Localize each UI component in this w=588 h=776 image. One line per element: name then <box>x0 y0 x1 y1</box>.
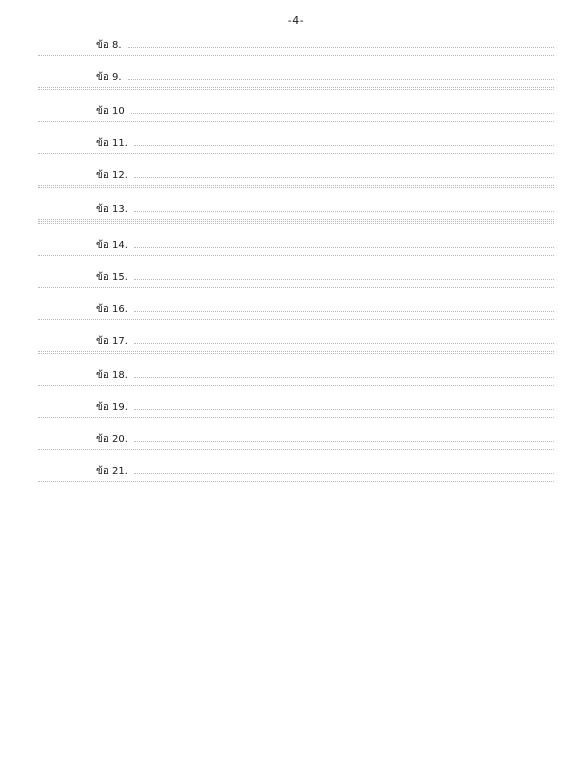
clause-label: ข้อ 14. <box>96 240 128 251</box>
clause-12 <box>38 167 554 188</box>
text-placeholder <box>134 278 554 280</box>
text-placeholder <box>38 384 554 386</box>
clause-list <box>38 37 554 482</box>
text-placeholder <box>134 342 554 344</box>
clause-label: ข้อ 20. <box>96 434 128 445</box>
page-number: -4- <box>287 14 305 27</box>
clause-label: ข้อ 18. <box>96 370 128 381</box>
text-placeholder <box>38 448 554 450</box>
clause-18 <box>38 367 554 386</box>
clause-13 <box>38 201 554 224</box>
clause-label: ข้อ 16. <box>96 304 128 315</box>
clause-20 <box>38 431 554 450</box>
text-placeholder <box>134 144 554 146</box>
text-placeholder <box>134 408 554 410</box>
clause-17 <box>38 333 554 354</box>
text-placeholder <box>134 176 554 178</box>
text-placeholder <box>38 222 554 224</box>
clause-8 <box>38 37 554 56</box>
clause-label: ข้อ 13. <box>96 204 128 215</box>
text-placeholder <box>128 46 554 48</box>
clause-label: ข้อ 10 <box>96 106 125 117</box>
text-placeholder <box>38 152 554 154</box>
text-placeholder <box>128 78 554 80</box>
text-placeholder <box>134 210 554 212</box>
clause-10 <box>38 103 554 122</box>
clause-label: ข้อ 12. <box>96 170 128 181</box>
text-placeholder <box>38 318 554 320</box>
text-placeholder <box>38 480 554 482</box>
clause-label: ข้อ 9. <box>96 72 122 83</box>
text-placeholder <box>38 88 554 90</box>
clause-16 <box>38 301 554 320</box>
text-placeholder <box>134 440 554 442</box>
clause-label: ข้อ 19. <box>96 402 128 413</box>
text-placeholder <box>38 254 554 256</box>
clause-9 <box>38 69 554 90</box>
text-placeholder <box>38 416 554 418</box>
text-placeholder <box>38 54 554 56</box>
text-placeholder <box>131 112 554 114</box>
clause-label: ข้อ 17. <box>96 336 128 347</box>
text-placeholder <box>134 376 554 378</box>
clause-label: ข้อ 11. <box>96 138 128 149</box>
clause-label: ข้อ 21. <box>96 466 128 477</box>
text-placeholder <box>38 120 554 122</box>
text-placeholder <box>134 472 554 474</box>
text-placeholder <box>134 246 554 248</box>
clause-19 <box>38 399 554 418</box>
clause-14 <box>38 237 554 256</box>
text-placeholder <box>38 286 554 288</box>
clause-21 <box>38 463 554 482</box>
text-placeholder <box>38 352 554 354</box>
text-placeholder <box>134 310 554 312</box>
clause-label: ข้อ 15. <box>96 272 128 283</box>
clause-15 <box>38 269 554 288</box>
text-placeholder <box>38 186 554 188</box>
clause-11 <box>38 135 554 154</box>
clause-label: ข้อ 8. <box>96 40 122 51</box>
